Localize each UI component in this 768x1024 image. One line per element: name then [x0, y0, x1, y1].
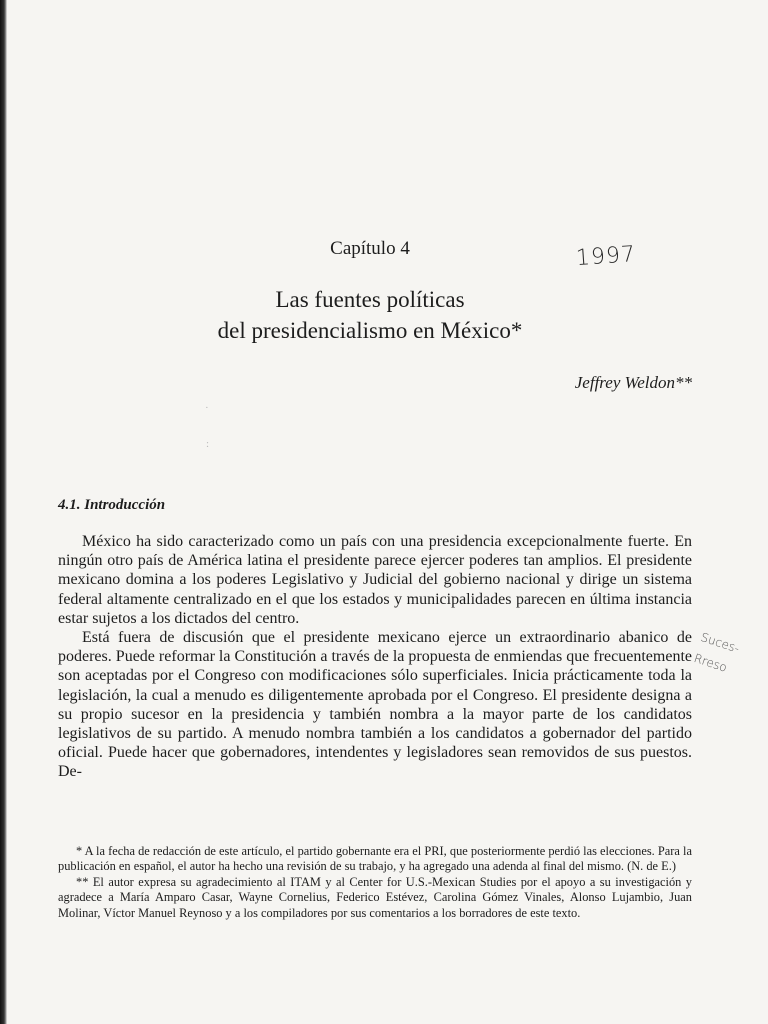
chapter-label: Capítulo 4 [330, 238, 410, 259]
body-text [58, 532, 692, 782]
paragraph: Está fuera de discusión que el presidente mexicano ejerce un extraordinario abanico de poderes. Puede reformar la Constitución a través de la propuesta de enmiendas que frecuentemente son aceptadas por el Congreso con modificaciones sólo superficiales. Inicia prácticamente toda la legislación, la cual a menudo es diligentemente aprobada por el Congreso. El presidente designa a su propio sucesor en la presidencia y también nombra a la mayor parte de los candidatos legislativos de su partido. A menudo nombra también a los candidatos a gobernador del partido oficial. Puede hacer que gobernadores, intendentes y legisladores sean removidos de sus puestos. De- [58, 629, 692, 781]
footnotes [58, 844, 692, 921]
scan-speck: · [205, 402, 209, 414]
chapter-title-line-1: Las fuentes políticas [275, 287, 465, 312]
footnote-divider [58, 832, 692, 834]
chapter-title [0, 284, 740, 346]
page-binding-edge [0, 0, 7, 1024]
chapter-title-line-2: del presidencialismo en México* [217, 318, 523, 343]
section-heading: 4.1. Introducción [58, 497, 166, 513]
footnote: * A la fecha de redacción de este artículo, el partido gobernante era el PRI, que posteriormente perdió las elecciones. Para la publicación en español, el autor ha hecho una revisión de su trabajo, y ha agregado una adenda al final del mismo. (N. de E.) [58, 844, 692, 874]
handwritten-year-note: 1997 [575, 241, 637, 272]
handwritten-margin-note: Suces- Rreso [692, 630, 742, 675]
scan-speck: : [206, 438, 210, 450]
footnote: ** El autor expresa su agradecimiento al ITAM y al Center for U.S.-Mexican Studies por el apoyo a su investigación y agradece a María Amparo Casar, Wayne Cornelius, Federico Estévez, Carolina Gómez Vinales, Alonso Lujambio, Juan Molinar, Víctor Manuel Reynoso y a los compiladores por sus comentarios a los borradores de este texto. [58, 874, 692, 920]
author-name: Jeffrey Weldon** [574, 373, 692, 392]
paragraph: México ha sido caracterizado como un país con una presidencia excepcionalmente fuerte. En ningún otro país de América latina el presidente parece ejercer poderes tan amplios. El presidente mexicano domina a los poderes Legislativo y Judicial del gobierno nacional y dirige un sistema federal altamente centralizado en el que los estados y municipalidades parecen en última instancia estar sujetos a los dictados del centro. [58, 533, 692, 627]
